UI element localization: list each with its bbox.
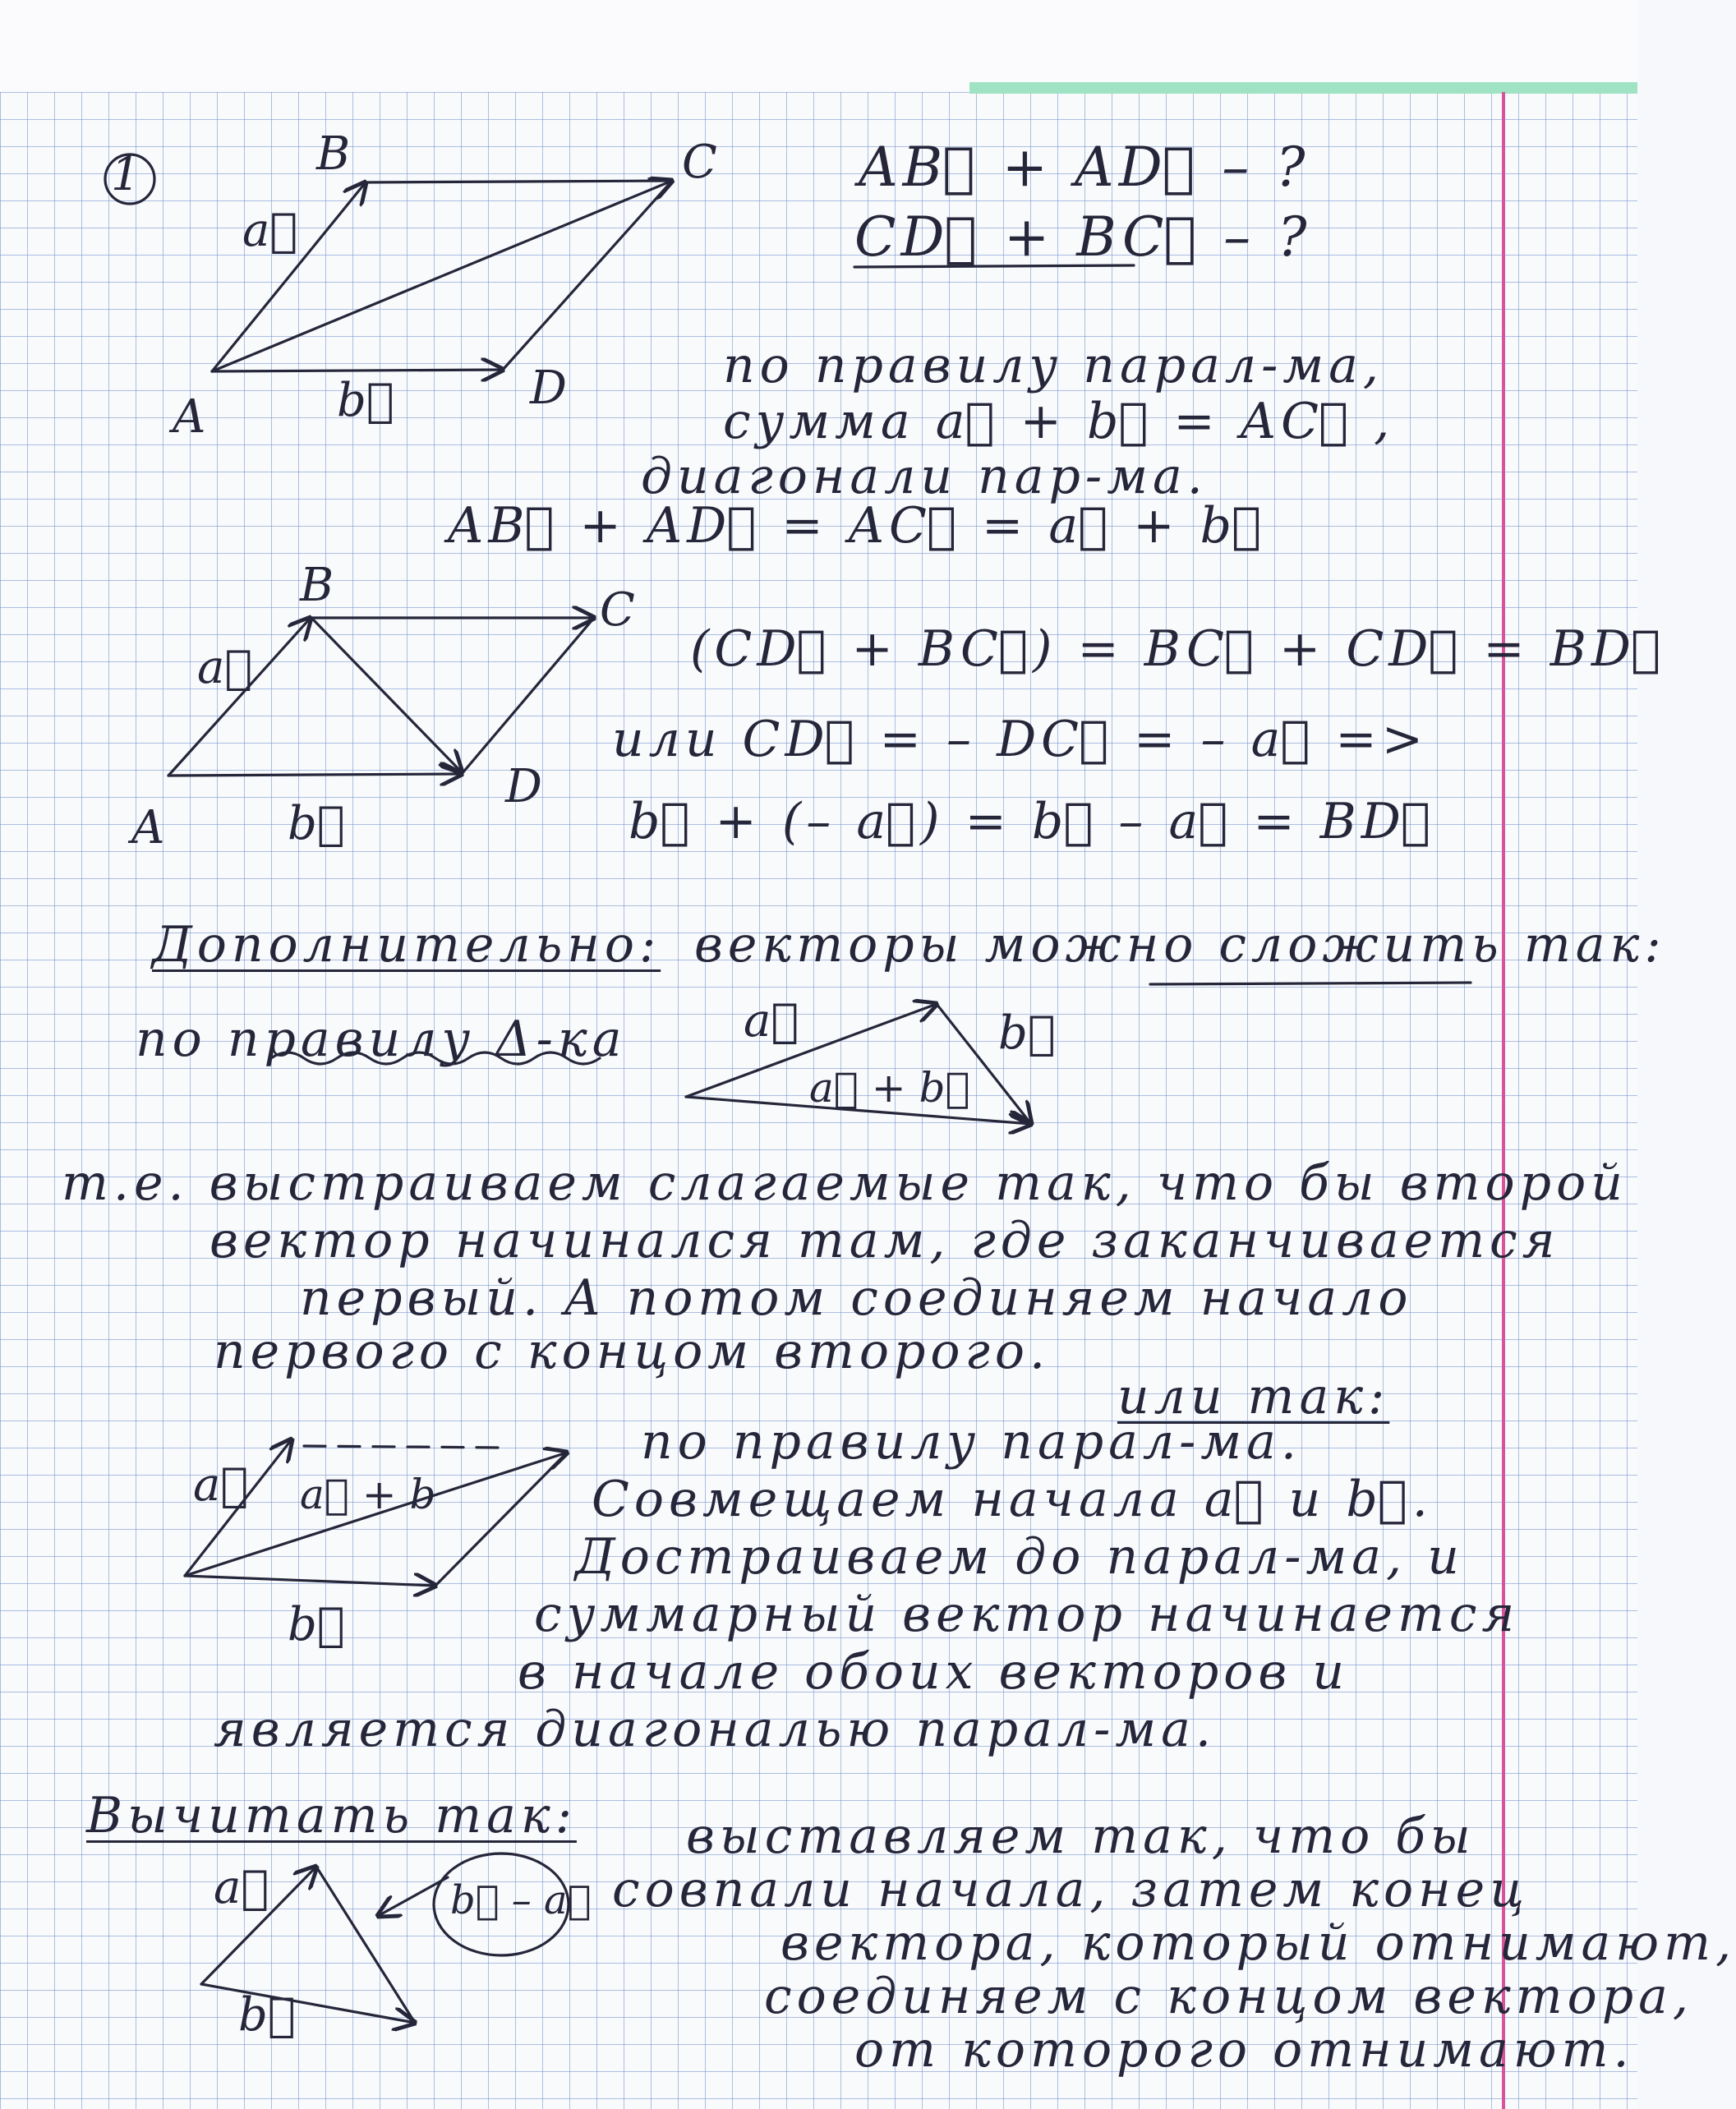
question-2: CD⃗ + BC⃗ – ? <box>854 205 1312 269</box>
diagram2-label-a: A <box>131 801 165 854</box>
or-so-line-2: Совмещаем начала a⃗ и b⃗. <box>592 1471 1433 1528</box>
subtract-vector-b: b⃗ <box>238 1988 296 2042</box>
subtract-heading: Вычитать так: <box>86 1787 577 1844</box>
te-line-2: вектор начинался там, где заканчивается <box>210 1212 1560 1269</box>
or-so-line-1: по правилу парал-ма. <box>641 1413 1301 1471</box>
subtract-difference: b⃗ – a⃗ <box>450 1877 592 1923</box>
parallelogram-vector-b: b⃗ <box>288 1598 345 1651</box>
triangle-vector-b: b⃗ <box>998 1006 1056 1060</box>
subtract-line-1: выставляем так, что бы <box>686 1807 1476 1865</box>
diagram2-label-b: B <box>300 559 334 612</box>
or-so-heading: или так: <box>1117 1368 1390 1425</box>
diagram2-label-c: C <box>600 583 635 637</box>
diagram2-vector-a: a⃗ <box>197 641 252 694</box>
explanation-line-1: по правилу парал-ма, <box>723 337 1384 394</box>
te-line-4: первого с концом второго. <box>214 1323 1051 1380</box>
explanation-line-4: AB⃗ + AD⃗ = AC⃗ = a⃗ + b⃗ <box>448 497 1266 555</box>
formula-3: b⃗ + (– a⃗) = b⃗ – a⃗ = BD⃗ <box>629 793 1435 850</box>
or-so-line-6: является диагональю парал-ма. <box>214 1701 1216 1758</box>
subtract-line-3: вектора, который отнимают, <box>781 1914 1736 1972</box>
triangle-rule-label: по правилу Δ-ка <box>136 1011 627 1068</box>
additional-intro: векторы можно сложить так: <box>694 916 1666 974</box>
diagram1-vector-a: a⃗ <box>242 204 297 257</box>
or-so-line-3: Достраиваем до парал-ма, и <box>575 1528 1464 1586</box>
problem-number: 1 <box>111 148 140 201</box>
diagram1-label-b: B <box>316 127 351 181</box>
te-line-1: т.е. выстраиваем слагаемые так, что бы второй <box>62 1154 1628 1212</box>
question-1: AB⃗ + AD⃗ – ? <box>859 136 1310 199</box>
diagram1-label-c: C <box>682 136 717 189</box>
diagram1-vector-b: b⃗ <box>337 374 394 427</box>
or-so-line-4: суммарный вектор начинается <box>534 1586 1520 1643</box>
subtract-line-2: совпали начала, затем конец <box>612 1861 1530 1918</box>
subtract-line-5: от которого отнимают. <box>854 2021 1634 2079</box>
parallelogram-sum-label: a⃗ + b <box>300 1471 436 1518</box>
triangle-sum-label: a⃗ + b⃗ <box>809 1064 970 1112</box>
explanation-line-3: диагонали пар-ма. <box>641 448 1208 505</box>
diagram1-label-a: A <box>173 390 206 444</box>
diagram1-label-d: D <box>530 361 567 415</box>
te-line-3: первый. А потом соединяем начало <box>300 1269 1413 1327</box>
parallelogram-vector-a: a⃗ <box>193 1458 248 1512</box>
triangle-vector-a: a⃗ <box>744 994 799 1048</box>
subtract-line-4: соединяем с концом вектора, <box>764 1968 1693 2025</box>
or-so-line-5: в начале обоих векторов и <box>518 1643 1350 1701</box>
additional-heading: Дополнительно: <box>152 916 661 974</box>
subtract-vector-a: a⃗ <box>214 1861 269 1914</box>
explanation-line-2: сумма a⃗ + b⃗ = AC⃗ , <box>723 393 1395 450</box>
formula-2: или CD⃗ = – DC⃗ = – a⃗ => <box>612 711 1428 768</box>
diagram2-label-d: D <box>505 760 542 813</box>
diagram2-vector-b: b⃗ <box>288 797 345 850</box>
formula-1: (CD⃗ + BC⃗) = BC⃗ + CD⃗ = BD⃗ <box>690 620 1665 678</box>
